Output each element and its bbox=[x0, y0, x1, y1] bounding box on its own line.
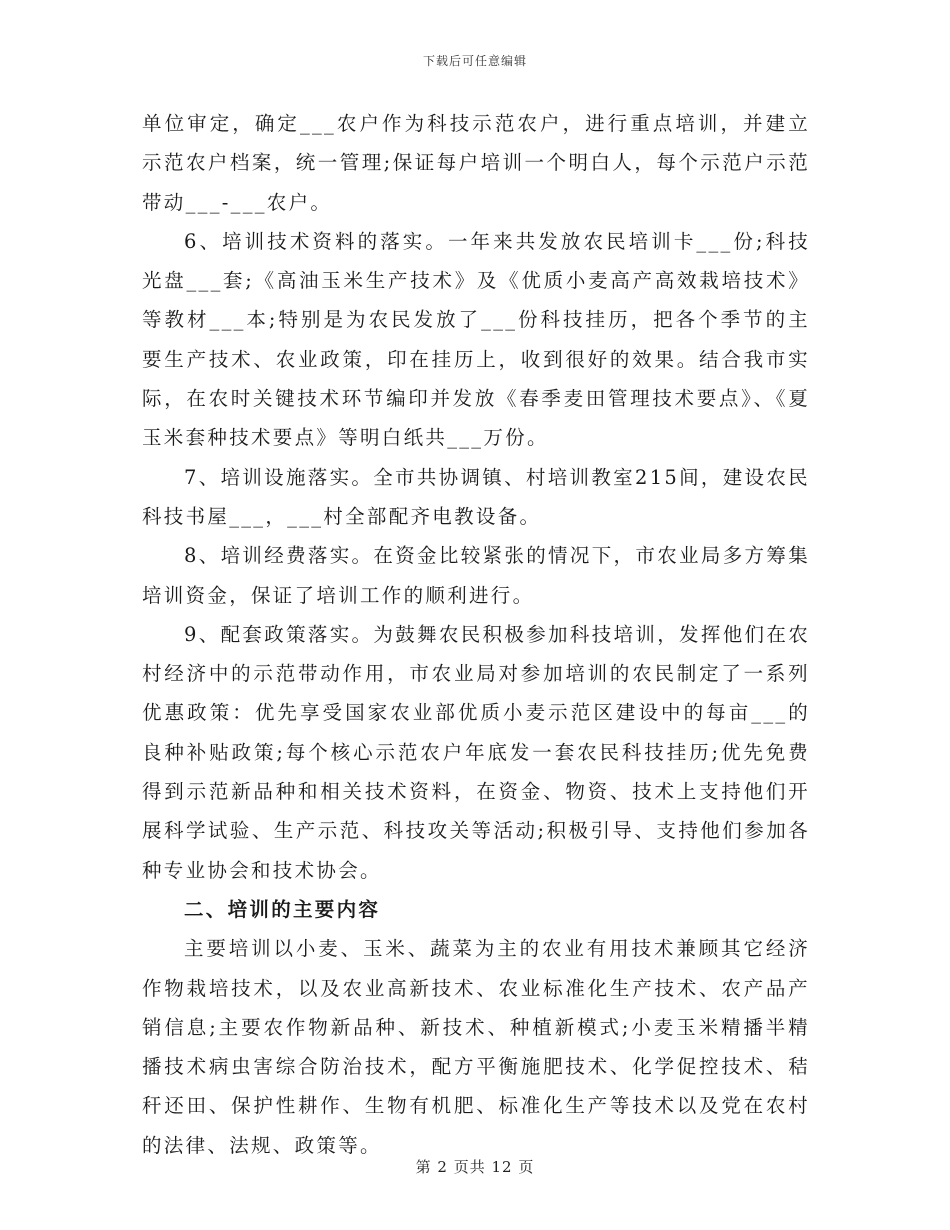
paragraph-main-content: 主要培训以小麦、玉米、蔬菜为主的农业有用技术兼顾其它经济作物栽培技术，以及农业高新技术、农业标准化生产技术、农产品产销信息;主要农作物新品种、新技术、种植新模式;小麦玉米精播半精播技术病虫害综合防治技术，配方平衡施肥技术、化学促控技术、秸秆还田、保护性耕作、生物有机肥、标准化生产等技术以及党在农村的法律、法规、政策等。 bbox=[142, 937, 810, 1157]
paragraph-item-8: 8、培训经费落实。在资金比较紧张的情况下，市农业局多方筹集培训资金，保证了培训工作的顺利进行。 bbox=[142, 544, 810, 607]
section-heading: 二、培训的主要内容 bbox=[184, 897, 381, 921]
page-header: 下载后可任意编辑 bbox=[422, 54, 527, 68]
paragraph-item-7: 7、培训设施落实。全市共协调镇、村培训教室215间，建设农民科技书屋___，___村全部配齐电教设备。 bbox=[142, 465, 810, 528]
document-body bbox=[142, 104, 810, 1165]
paragraph-item-6: 6、培训技术资料的落实。一年来共发放农民培训卡___份;科技光盘___套;《高油玉米生产技术》及《优质小麦高产高效栽培技术》等教材___本;特别是为农民发放了___份科技挂历，把各个季节的主要生产技术、农业政策，印在挂历上，收到很好的效果。结合我市实际，在农时关键技术环节编印并发放《春季麦田管理技术要点》、《夏玉米套种技术要点》等明白纸共___万份。 bbox=[142, 229, 810, 450]
paragraph-item-9: 9、配套政策落实。为鼓舞农民积极参加科技培训，发挥他们在农村经济中的示范带动作用，市农业局对参加培训的农民制定了一系列优惠政策：优先享受国家农业部优质小麦示范区建设中的每亩___的良种补贴政策;每个核心示范农户年底发一套农民科技挂历;优先免费得到示范新品种和相关技术资料，在资金、物资、技术上支持他们开展科学试验、生产示范、科技攻关等活动;积极引导、支持他们参加各种专业协会和技术协会。 bbox=[142, 622, 810, 882]
page-footer: 第 2 页共 12 页 bbox=[415, 1158, 535, 1176]
paragraph-continuation: 单位审定，确定___农户作为科技示范农户，进行重点培训，并建立示范农户档案，统一管理;保证每户培训一个明白人，每个示范户示范带动___-___农户。 bbox=[142, 112, 810, 214]
